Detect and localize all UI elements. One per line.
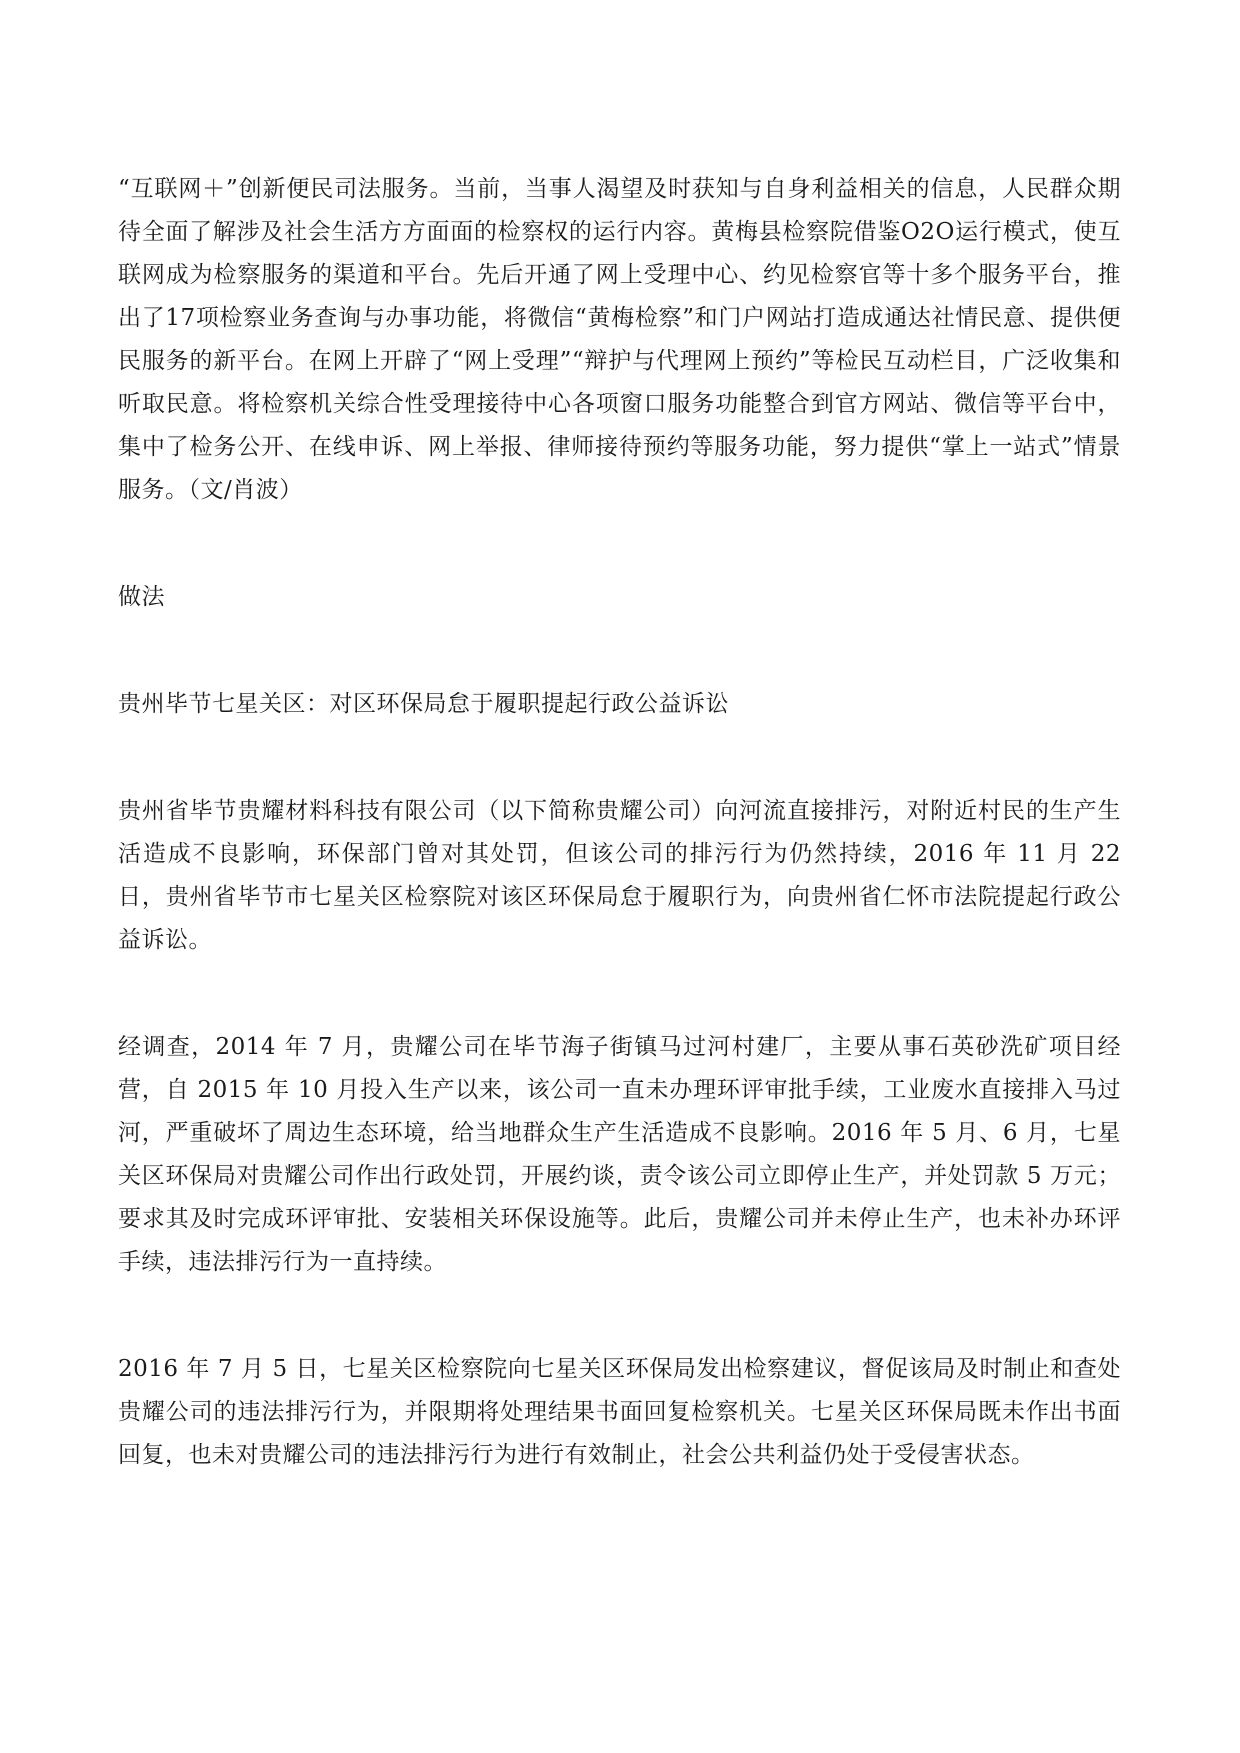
paragraph-o2o-service: “互联网＋”创新便民司法服务。当前，当事人渴望及时获知与自身利益相关的信息，人民群众期待全面了解涉及社会生活方方面面的检察权的运行内容。黄梅县检察院借鉴O2O运行模式，使互联网成为检察服务的渠道和平台。先后开通了网上受理中心、约见检察官等十多个服务平台，推出了17项检察业务查询与办事功能，将微信“黄梅检察”和门户网站打造成通达社情民意、提供便民服务的新平台。在网上开辟了“网上受理”“辩护与代理网上预约”等检民互动栏目，广泛收集和听取民意。将检察机关综合性受理接待中心各项窗口服务功能整合到官方网站、微信等平台中，集中了检务公开、在线申诉、网上举报、律师接待预约等服务功能，努力提供“掌上一站式”情景服务。（文/肖波） [118,176,1121,503]
article-title: 贵州毕节七星关区：对区环保局怠于履职提起行政公益诉讼 [118,691,729,717]
paragraph-spacer [118,962,1121,1026]
paragraph-case-summary: 贵州省毕节贵耀材料科技有限公司（以下简称贵耀公司）向河流直接排污，对附近村民的生产生活造成不良影响，环保部门曾对其处罚，但该公司的排污行为仍然持续，2016 年 11 月 22 日，贵州省毕节市七星关区检察院对该区环保局怠于履职行为，向贵州省仁怀市法院提起行政公益诉讼。 [118,798,1121,953]
paragraph-spacer [118,726,1121,790]
paragraph-spacer [118,1284,1121,1348]
section-heading: 做法 [118,584,165,610]
paragraph-procuratorial-suggestion: 2016 年 7 月 5 日，七星关区检察院向七星关区环保局发出检察建议，督促该局及时制止和查处贵耀公司的违法排污行为，并限期将处理结果书面回复检察机关。七星关区环保局既未作出书面回复，也未对贵耀公司的违法排污行为进行有效制止，社会公共利益仍处于受侵害状态。 [118,1356,1121,1468]
document-body [118,168,1121,1477]
paragraph-spacer [118,619,1121,683]
paragraph-investigation: 经调查，2014 年 7 月，贵耀公司在毕节海子街镇马过河村建厂，主要从事石英砂洗矿项目经营，自 2015 年 10 月投入生产以来，该公司一直未办理环评审批手续，工业废水直接排入马过河，严重破坏了周边生态环境，给当地群众生产生活造成不良影响。2016 年 5 月、6 月，七星关区环保局对贵耀公司作出行政处罚，开展约谈，责令该公司立即停止生产，并处罚款 5 万元；要求其及时完成环评审批、安装相关环保设施等。此后，贵耀公司并未停止生产，也未补办环评手续，违法排污行为一直持续。 [118,1034,1121,1275]
paragraph-spacer [118,512,1121,576]
